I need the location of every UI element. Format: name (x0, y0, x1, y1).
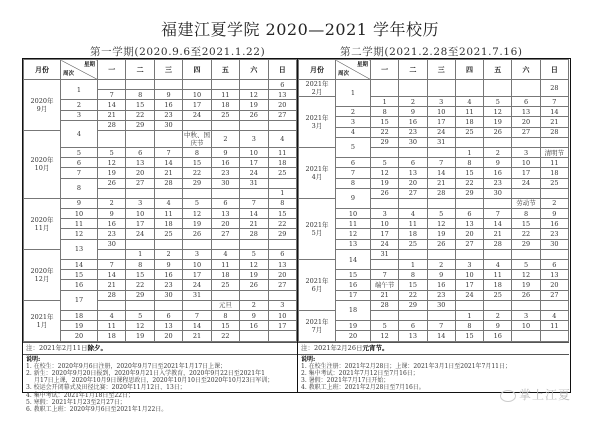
day-header: 二 (399, 60, 427, 80)
week-cell: 12 (61, 229, 98, 239)
week-cell: 1 (336, 80, 371, 107)
header-row (299, 60, 569, 80)
month-cell: 2021年 1月 (24, 300, 61, 341)
desc-item: 4. 集中考试：2021年1月18日至22日； (26, 391, 134, 399)
wechat-icon (500, 390, 516, 402)
holiday-labor: 劳动节 (512, 198, 540, 208)
week-cell: 15 (61, 270, 98, 280)
day-header: 四 (455, 60, 483, 80)
week-cell: 16 (336, 280, 371, 290)
day-header: 六 (240, 60, 268, 80)
week-cell: 13 (336, 239, 371, 249)
week-cell: 15 (336, 270, 371, 280)
week-cell: 3 (61, 110, 98, 120)
week-cell: 4 (61, 120, 98, 147)
week-cell: 17 (61, 290, 98, 310)
week-cell: 6 (61, 158, 98, 168)
week-cell: 19 (336, 321, 371, 331)
month-header: 月份 (24, 60, 61, 80)
week-cell: 7 (336, 168, 371, 178)
day-header: 三 (154, 60, 182, 80)
week-cell: 13 (61, 239, 98, 259)
month-cell: 2020年 12月 (24, 249, 61, 300)
week-cell: 18 (61, 310, 98, 320)
semester2-description: 说明: 1. 在校生注册：2021年2月28日；上课：2021年3月1日至2021年7月11日； 2. 集中考试：2021年7月12日至7月16日； 3. 暑假：2021年7月17日开始； 4. 教职工上班：2021年2月28日至7月16日。 (298, 355, 569, 393)
week-cell: 17 (336, 290, 371, 300)
week-cell: 20 (61, 331, 98, 341)
month-header: 月份 (299, 60, 336, 80)
day-header: 三 (427, 60, 455, 80)
week-cell: 6 (336, 158, 371, 168)
semester1-description: 说明: 1. 在校生：2020年9月6日注册，2020年9月7日至2021年1月17日上课； 2. 新生：2020年9月20日报到，2020年9月21日入学教育，2020年9月22日至2021年1 月17日上课，2020年10月9日课程思政日，2020年10月10日至2020年10月23日军训； 3. 校运会开闭幕式及田径比赛：2020年11月12日、13日； 4. 集中考试：2021年1月18日至22日； 5. 寒假：2021年1月23至2月27日； 6. 教职工上班：2020年9月6日至2021年1月22日。 (23, 355, 297, 415)
month-cell: 2021年 6月 (299, 260, 336, 311)
day-header: 四 (183, 60, 211, 80)
week-weekday-header: 星期 周次 (336, 60, 371, 80)
week-weekday-header: 星期 周次 (61, 60, 98, 80)
week-cell: 12 (336, 229, 371, 239)
semester1-panel (23, 59, 298, 413)
week-cell: 2 (61, 100, 98, 110)
month-cell: 2021年 7月 (299, 310, 336, 341)
month-cell: 2021年 5月 (299, 198, 336, 259)
desc-item: 5. 寒假：2021年1月23至2月27日； (26, 398, 126, 406)
desc-item: 3. 校运会开闭幕式及田径比赛：2020年11月12日、13日； (26, 384, 186, 392)
desc-item: 3. 暑假：2021年7月17日开始； (301, 377, 390, 385)
week-cell: 14 (61, 260, 98, 270)
week-cell: 2 (336, 107, 371, 117)
desc-item: 1. 在校生注册：2021年2月28日；上课：2021年3月1日至2021年7月11日； (301, 362, 511, 370)
week-cell: 5 (336, 137, 371, 157)
week-cell: 1 (61, 80, 98, 100)
holiday-dragon-boat: 端午节 (371, 280, 399, 290)
desc-item: 2. 集中考试：2021年7月12日至7月16日； (301, 369, 419, 377)
week-cell: 3 (336, 117, 371, 127)
week-cell: 10 (336, 209, 371, 219)
week-cell: 8 (61, 178, 98, 198)
semester2-title: 第二学期(2021.2.28至2021.7.16) (340, 46, 523, 58)
day-header: 日 (268, 60, 296, 80)
week-cell: 11 (61, 219, 98, 229)
day-header: 二 (126, 60, 154, 80)
watermark: 掌上江夏 (500, 386, 571, 403)
day-header: 一 (371, 60, 399, 80)
page-title: 福建江夏学院 2020—2021 学年校历 (160, 20, 440, 39)
day-header: 一 (98, 60, 126, 80)
month-cell: 2020年 9月 (24, 80, 61, 131)
week-cell: 9 (61, 198, 98, 208)
week-cell: 18 (336, 300, 371, 320)
semester1-title: 第一学期(2020.9.6至2021.1.22) (90, 46, 266, 58)
month-cell: 2020年 11月 (24, 198, 61, 249)
semester2-table: 月份 星期 周次 一 二 三 四 五 六 日 2021年 2月 1 28 2021年 3月 1 2 3 4 5 6 7 2 8 9 10 11 12 13 14 3 15 16 17 18 19 20 21 4 22 23 24 25 26 27 28 5 29 30 31 2021年 4月 1 2 3 清明节 6 5 6 7 8 9 10 11 7 12 13 14 15 16 17 18 8 19 20 21 22 23 24 25 9 26 27 28 29 30 2021年 5月 劳动节 2 10 3 4 5 6 7 8 9 11 10 11 12 13 14 15 16 12 17 18 19 20 21 22 23 13 24 25 26 27 28 29 30 14 31 2021年 6月 1 2 3 4 5 6 15 7 8 9 10 11 12 13 16 端午节 15 16 17 18 19 20 17 21 22 23 24 25 26 27 18 28 29 30 2021年 7月 1 2 3 4 19 5 6 7 8 9 10 11 20 12 13 14 15 16 (298, 59, 569, 342)
month-cell: 2021年 3月 (299, 97, 336, 148)
day-header: 五 (211, 60, 239, 80)
week-cell: 8 (336, 178, 371, 188)
holiday-new-year: 元旦 (211, 300, 239, 310)
desc-item: 月17日上课，2020年10月9日课程思政日，2020年10月10日至2020年10月23日军训； (34, 377, 274, 385)
desc-item: 6. 教职工上班：2020年9月6日至2021年1月22日。 (26, 405, 168, 413)
day-header: 日 (540, 60, 568, 80)
week-cell: 5 (61, 147, 98, 157)
week-cell: 20 (336, 331, 371, 341)
month-cell: 2020年 10月 (24, 130, 61, 198)
semester1-note: 注：2021年2月11日除夕。 (23, 342, 297, 355)
week-cell: 11 (336, 219, 371, 229)
header-row (24, 60, 297, 80)
holiday-qingming: 清明节 (540, 147, 568, 157)
month-cell: 2021年 2月 (299, 80, 336, 97)
week-cell: 4 (336, 127, 371, 137)
desc-item: 4. 教职工上班：2021年2月28日至7月16日。 (301, 384, 425, 392)
desc-item: 2. 新生：2020年9月20日报到，2020年9月21日入学教育，2020年9月22日至2021年1 (26, 369, 265, 377)
week-cell: 14 (336, 249, 371, 269)
week-cell: 19 (61, 321, 98, 331)
week-cell: 16 (61, 280, 98, 290)
week-cell: 10 (61, 209, 98, 219)
holiday-mid-autumn: 中秋、国庆节 (183, 130, 210, 147)
semester2-note: 注：2021年2月26日元宵节。 (298, 342, 569, 355)
day-header: 五 (484, 60, 512, 80)
day-header: 六 (512, 60, 540, 80)
week-cell: 9 (336, 188, 371, 208)
month-cell: 2021年 4月 (299, 147, 336, 198)
week-cell: 7 (61, 168, 98, 178)
desc-item: 1. 在校生：2020年9月6日注册，2020年9月7日至2021年1月17日上课； (26, 362, 227, 370)
semester2-panel (298, 59, 569, 392)
semester1-table: 月份 星期 周次 一 二 三 四 五 六 日 2020年 9月 1 6 7 8 9 10 11 12 13 2 14 15 16 17 18 19 20 3 21 22 23 24 25 26 27 4 28 29 30 2020年 10月 中秋、国庆节 2 3 4 5 5 6 7 8 9 10 11 6 12 13 14 15 16 17 18 7 19 20 21 22 23 24 25 8 26 27 28 29 30 31 1 2020年 11月 9 2 3 4 5 6 7 8 10 9 10 11 12 13 14 15 11 16 17 18 19 20 21 22 12 23 24 25 26 27 28 29 13 30 2020年 12月 1 2 3 4 5 6 14 7 8 9 10 11 12 13 15 14 15 16 17 18 19 20 16 21 22 23 24 25 26 27 17 28 29 30 31 2021年 1月 元旦 2 3 18 4 5 6 7 8 9 10 19 11 12 13 14 15 16 17 20 18 19 20 21 22 (23, 59, 297, 342)
